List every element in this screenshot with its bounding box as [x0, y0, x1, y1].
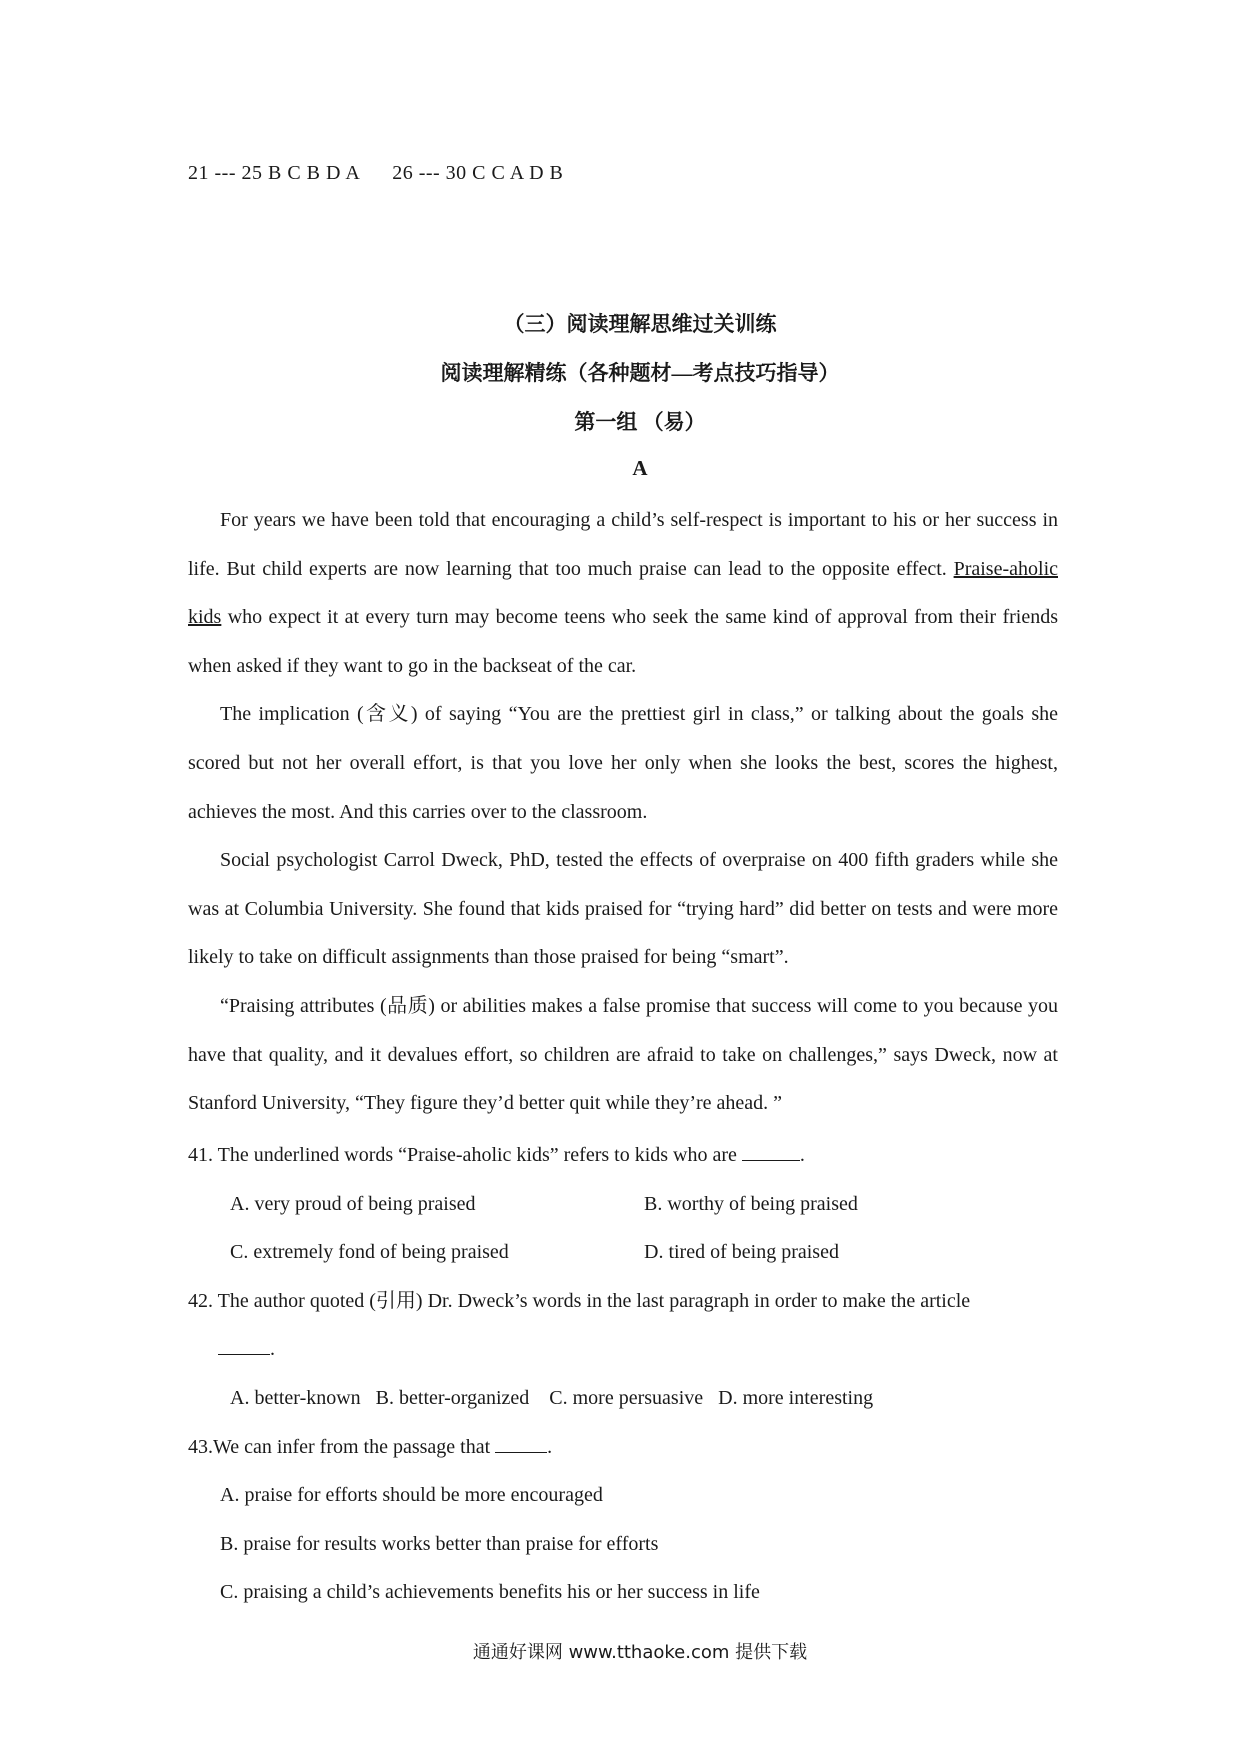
section-heading: （三）阅读理解思维过关训练: [503, 312, 777, 336]
answer-key: [188, 162, 563, 185]
passage-body: [188, 496, 1058, 1128]
passage-paragraph-3: Social psychologist Carrol Dweck, PhD, tested the effects of overpraise on 400 fifth graders while she was at Columbia University. She found that kids praised for “trying hard” did better on tests and were more likely to take on difficult assignments than those praised for being “smart”.: [188, 849, 1058, 969]
option-a: A. very proud of being praised: [230, 1192, 476, 1215]
option-c: C. extremely fond of being praised: [230, 1241, 509, 1264]
section-subtitle: 阅读理解精练（各种题材—考点技巧指导）: [440, 361, 840, 385]
question-41: 41. The underlined words “Praise-aholic kids” refers to kids who are .: [188, 1131, 1058, 1180]
answer-key-group-2: 26 --- 30 C C A D B: [392, 162, 564, 184]
passage-paragraph-1: For years we have been told that encouraging a child’s self-respect is important to his or her success in life. But child experts are now learning that too much praise can lead to the opposite effect. Praise-aholic kids who expect it at every turn may become teens who seek the same kind of approval from their friends when asked if they want to go in the backseat of the car.: [188, 509, 1058, 677]
passage-paragraph-4: “Praising attributes (品质) or abilities makes a false promise that success will come to you because you have that quality, and it devalues effort, so children are afraid to take on challenges,” says Dweck, now at Stanford University, “They figure they’d better quit while they’re ahead. ”: [188, 994, 1058, 1115]
question-41-options-row-1: [188, 1180, 1058, 1229]
question-43: 43.We can infer from the passage that .: [188, 1423, 1058, 1472]
page-footer: 通通好课网 www.tthaoke.com 提供下载: [472, 1642, 808, 1663]
question-42-options: A. better-known B. better-organized C. more persuasive D. more interesting: [230, 1386, 874, 1409]
answer-blank: [218, 1334, 270, 1355]
question-42-blank-line: .: [188, 1325, 1058, 1374]
question-list: [188, 1131, 1058, 1617]
group-heading: 第一组 （易）: [574, 410, 706, 434]
question-42: 42. The author quoted (引用) Dr. Dweck’s words in the last paragraph in order to make the article: [188, 1289, 971, 1312]
answer-blank: [742, 1140, 800, 1161]
option-d: D. tired of being praised: [644, 1241, 839, 1264]
passage-label: A: [632, 456, 648, 480]
answer-key-group-1: 21 --- 25 B C B D A: [188, 162, 360, 184]
underlined-phrase: Praise-aholic kids: [188, 557, 1058, 629]
passage-paragraph-2: The implication (含义) of saying “You are the prettiest girl in class,” or talking about the goals she scored but not her overall effort, is that you love her only when she looks the best, scores the highest, achieves the most. And this carries over to the classroom.: [188, 703, 1058, 823]
option-b: B. worthy of being praised: [644, 1192, 858, 1215]
question-43-option-c: C. praising a child’s achievements benefits his or her success in life: [220, 1581, 760, 1604]
question-43-option-b: B. praise for results works better than praise for efforts: [220, 1532, 659, 1555]
question-41-options-row-2: [188, 1228, 1058, 1277]
question-43-option-a: A. praise for efforts should be more encouraged: [220, 1484, 603, 1507]
answer-blank: [495, 1432, 547, 1453]
